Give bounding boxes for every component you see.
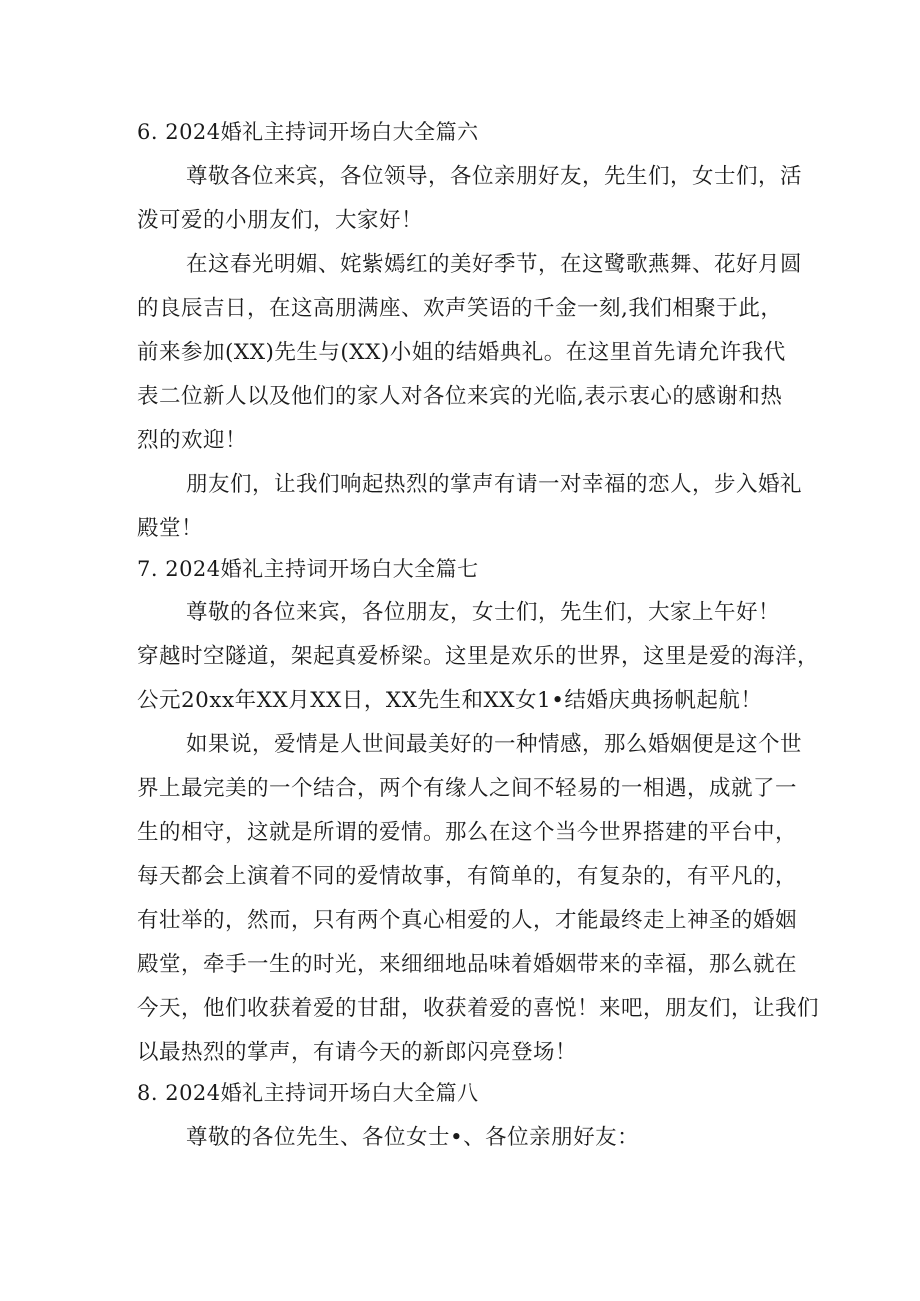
paragraph-line: 每天都会上演着不同的爱情故事，有简单的，有复杂的，有平凡的，: [137, 864, 798, 889]
paragraph-line: 穿越时空隧道，架起真爱桥梁。这里是欢乐的世界，这里是爱的海洋，: [137, 644, 820, 669]
paragraph-line: 在这春光明媚、姹紫嫣红的美好季节，在这鹭歌燕舞、花好月圆: [186, 252, 803, 277]
paragraph-line: 尊敬的各位来宾，各位朋友，女士们，先生们，大家上午好！: [186, 600, 781, 625]
paragraph-line: 尊敬的各位先生、各位女士•、各位亲朋好友：: [186, 1125, 640, 1150]
paragraph-line: 的良辰吉日，在这高朋满座、欢声笑语的千金一刻,我们相聚于此，: [137, 296, 783, 321]
paragraph-line: 泼可爱的小朋友们，大家好！: [137, 208, 424, 233]
paragraph-line: 今天，他们收获着爱的甘甜，收获着爱的喜悦！来吧，朋友们，让我们: [137, 996, 820, 1021]
paragraph-line: 烈的欢迎！: [137, 428, 248, 453]
paragraph-line: 如果说，爱情是人世间最美好的一种情感，那么婚姻便是这个世: [186, 732, 803, 757]
paragraph-line: 朋友们，让我们响起热烈的掌声有请一对幸福的恋人，步入婚礼: [186, 472, 803, 497]
paragraph-line: 前来参加(XX)先生与(XX)小姐的结婚典礼。在这里首先请允许我代: [137, 340, 786, 365]
paragraph-line: 有壮举的，然而，只有两个真心相爱的人，才能最终走上神圣的婚姻: [137, 908, 798, 933]
paragraph-line: 公元20xx年XX月XX日，XX先生和XX女1•结婚庆典扬帆起航！: [137, 688, 763, 713]
paragraph-line: 生的相守，这就是所谓的爱情。那么在这个当今世界搭建的平台中，: [137, 820, 798, 845]
paragraph-line: 以最热烈的掌声，有请今天的新郎闪亮登场！: [137, 1040, 578, 1065]
section-6-heading: 6. 2024婚礼主持词开场白大全篇六: [137, 120, 479, 144]
paragraph-line: 尊敬各位来宾，各位领导，各位亲朋好友，先生们，女士们，活: [186, 164, 803, 189]
paragraph-line: 殿堂！: [137, 516, 204, 541]
section-7-heading: 7. 2024婚礼主持词开场白大全篇七: [137, 557, 479, 581]
paragraph-line: 表二位新人以及他们的家人对各位来宾的光临,表示衷心的感谢和热: [137, 384, 783, 409]
section-8-heading: 8. 2024婚礼主持词开场白大全篇八: [137, 1081, 479, 1105]
paragraph-line: 殿堂，牵手一生的时光，来细细地品味着婚姻带来的幸福，那么就在: [137, 952, 798, 977]
paragraph-line: 界上最完美的一个结合，两个有缘人之间不轻易的一相遇，成就了一: [137, 776, 798, 801]
